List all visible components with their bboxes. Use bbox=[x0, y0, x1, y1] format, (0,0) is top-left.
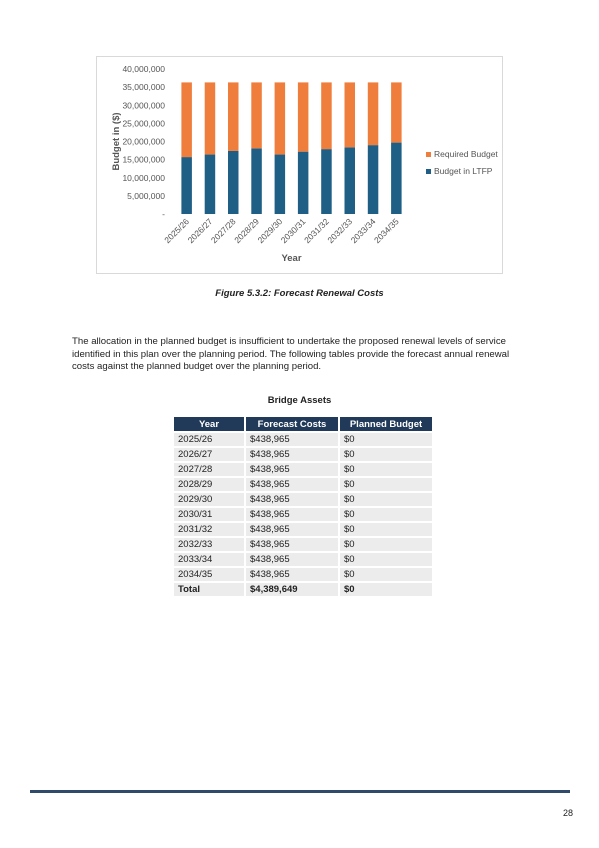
planned-budget-cell: $0 bbox=[340, 478, 432, 491]
bar-required-budget bbox=[275, 82, 286, 154]
forecast-cost-cell: $438,965 bbox=[246, 538, 338, 551]
forecast-cost-cell: $438,965 bbox=[246, 433, 338, 446]
bar-budget-in-ltfp bbox=[391, 143, 402, 214]
x-tick-label: 2028/29 bbox=[232, 216, 261, 246]
bar-required-budget bbox=[391, 82, 402, 142]
planned-budget-cell: $0 bbox=[340, 493, 432, 506]
y-tick-label: 5,000,000 bbox=[127, 190, 165, 201]
bar-required-budget bbox=[251, 82, 261, 148]
table-row bbox=[174, 493, 432, 506]
bar-budget-in-ltfp bbox=[298, 152, 309, 214]
bar-required-budget bbox=[368, 82, 379, 145]
bar-required-budget bbox=[345, 82, 356, 147]
x-tick-label: 2031/32 bbox=[302, 216, 331, 246]
x-tick-label: 2033/34 bbox=[348, 216, 378, 246]
year-cell: 2033/34 bbox=[174, 553, 244, 566]
table-title: Bridge Assets bbox=[267, 395, 332, 406]
forecast-cost-cell: $438,965 bbox=[246, 478, 338, 491]
table-row bbox=[174, 508, 432, 521]
header-planned-budget: Planned Budget bbox=[340, 417, 432, 431]
table-row bbox=[174, 448, 432, 461]
year-cell: 2026/27 bbox=[174, 448, 244, 461]
bar-required-budget bbox=[298, 82, 309, 151]
forecast-cost-cell: $438,965 bbox=[246, 463, 338, 476]
x-tick-label: 2034/35 bbox=[371, 216, 401, 246]
planned-budget-cell: $0 bbox=[340, 553, 432, 566]
bar-budget-in-ltfp bbox=[321, 149, 332, 214]
forecast-cost-cell: $438,965 bbox=[246, 508, 338, 521]
legend-swatch bbox=[426, 169, 431, 174]
table-row bbox=[174, 568, 432, 581]
x-tick-label: 2030/31 bbox=[278, 216, 308, 246]
bar-required-budget bbox=[321, 82, 332, 149]
figure-caption: Figure 5.3.2: Forecast Renewal Costs bbox=[215, 288, 384, 299]
y-tick-label: 20,000,000 bbox=[122, 136, 165, 147]
year-cell: 2028/29 bbox=[174, 478, 244, 491]
page-number: 28 bbox=[562, 808, 573, 818]
x-axis-label: Year bbox=[281, 253, 302, 264]
x-tick-label: 2029/30 bbox=[255, 216, 285, 246]
y-tick-label: 30,000,000 bbox=[122, 100, 165, 111]
bar-required-budget bbox=[181, 82, 192, 157]
y-tick-label: 40,000,000 bbox=[122, 64, 165, 74]
table-row bbox=[174, 463, 432, 476]
x-tick-label: 2025/26 bbox=[162, 216, 192, 246]
year-cell: 2025/26 bbox=[174, 433, 244, 446]
bar-budget-in-ltfp bbox=[205, 155, 216, 214]
total-label-cell: Total bbox=[174, 583, 244, 596]
table-row bbox=[174, 478, 432, 491]
forecast-cost-cell: $438,965 bbox=[246, 523, 338, 536]
body-paragraph: The allocation in the planned budget is insufficient to undertake the proposed renewal levels of service identified in this plan over the planning period. The following tables provide the forecast annual renewal costs against the planned budget over the planning period. bbox=[72, 336, 510, 373]
bar-budget-in-ltfp bbox=[275, 155, 286, 214]
table-row bbox=[174, 433, 432, 446]
header-year: Year bbox=[174, 417, 244, 431]
year-cell: 2027/28 bbox=[174, 463, 244, 476]
forecast-cost-cell: $438,965 bbox=[246, 553, 338, 566]
legend-label: Required Budget bbox=[434, 149, 498, 159]
planned-budget-cell: $0 bbox=[340, 523, 432, 536]
planned-budget-cell: $0 bbox=[340, 508, 432, 521]
header-forecast-costs: Forecast Costs bbox=[246, 417, 338, 431]
table-row bbox=[174, 538, 432, 551]
x-tick-label: 2027/28 bbox=[208, 216, 238, 246]
forecast-cost-cell: $438,965 bbox=[246, 448, 338, 461]
bar-required-budget bbox=[205, 82, 216, 154]
table-total-row bbox=[174, 583, 432, 596]
x-tick-label: 2032/33 bbox=[325, 216, 355, 246]
year-cell: 2032/33 bbox=[174, 538, 244, 551]
y-axis-label: Budget in ($) bbox=[111, 112, 122, 171]
legend-label: Budget in LTFP bbox=[434, 166, 493, 176]
table-row bbox=[174, 553, 432, 566]
planned-budget-cell: $0 bbox=[340, 538, 432, 551]
footer-rule bbox=[30, 790, 570, 793]
chart-container bbox=[96, 56, 503, 274]
planned-budget-cell: $0 bbox=[340, 463, 432, 476]
x-tick-label: 2026/27 bbox=[185, 216, 215, 246]
bar-budget-in-ltfp bbox=[345, 147, 356, 214]
planned-budget-cell: $0 bbox=[340, 433, 432, 446]
bar-budget-in-ltfp bbox=[251, 148, 261, 214]
total-planned-cell: $0 bbox=[340, 583, 432, 596]
forecast-cost-cell: $438,965 bbox=[246, 568, 338, 581]
bar-budget-in-ltfp bbox=[228, 151, 239, 214]
year-cell: 2030/31 bbox=[174, 508, 244, 521]
planned-budget-cell: $0 bbox=[340, 568, 432, 581]
total-forecast-cell: $4,389,649 bbox=[246, 583, 338, 596]
year-cell: 2031/32 bbox=[174, 523, 244, 536]
bar-budget-in-ltfp bbox=[368, 145, 379, 214]
y-tick-label: 15,000,000 bbox=[122, 154, 165, 165]
planned-budget-cell: $0 bbox=[340, 448, 432, 461]
forecast-renewal-chart bbox=[97, 57, 502, 273]
legend-swatch bbox=[426, 152, 431, 157]
year-cell: 2029/30 bbox=[174, 493, 244, 506]
table-header-row bbox=[174, 417, 432, 431]
y-tick-label: 35,000,000 bbox=[122, 82, 165, 93]
bar-required-budget bbox=[228, 82, 239, 151]
table-row bbox=[174, 523, 432, 536]
year-cell: 2034/35 bbox=[174, 568, 244, 581]
y-tick-label: - bbox=[162, 209, 165, 219]
y-tick-label: 25,000,000 bbox=[122, 118, 165, 129]
forecast-cost-cell: $438,965 bbox=[246, 493, 338, 506]
bridge-assets-table bbox=[172, 415, 434, 598]
y-tick-label: 10,000,000 bbox=[122, 172, 165, 183]
bar-budget-in-ltfp bbox=[181, 157, 192, 214]
